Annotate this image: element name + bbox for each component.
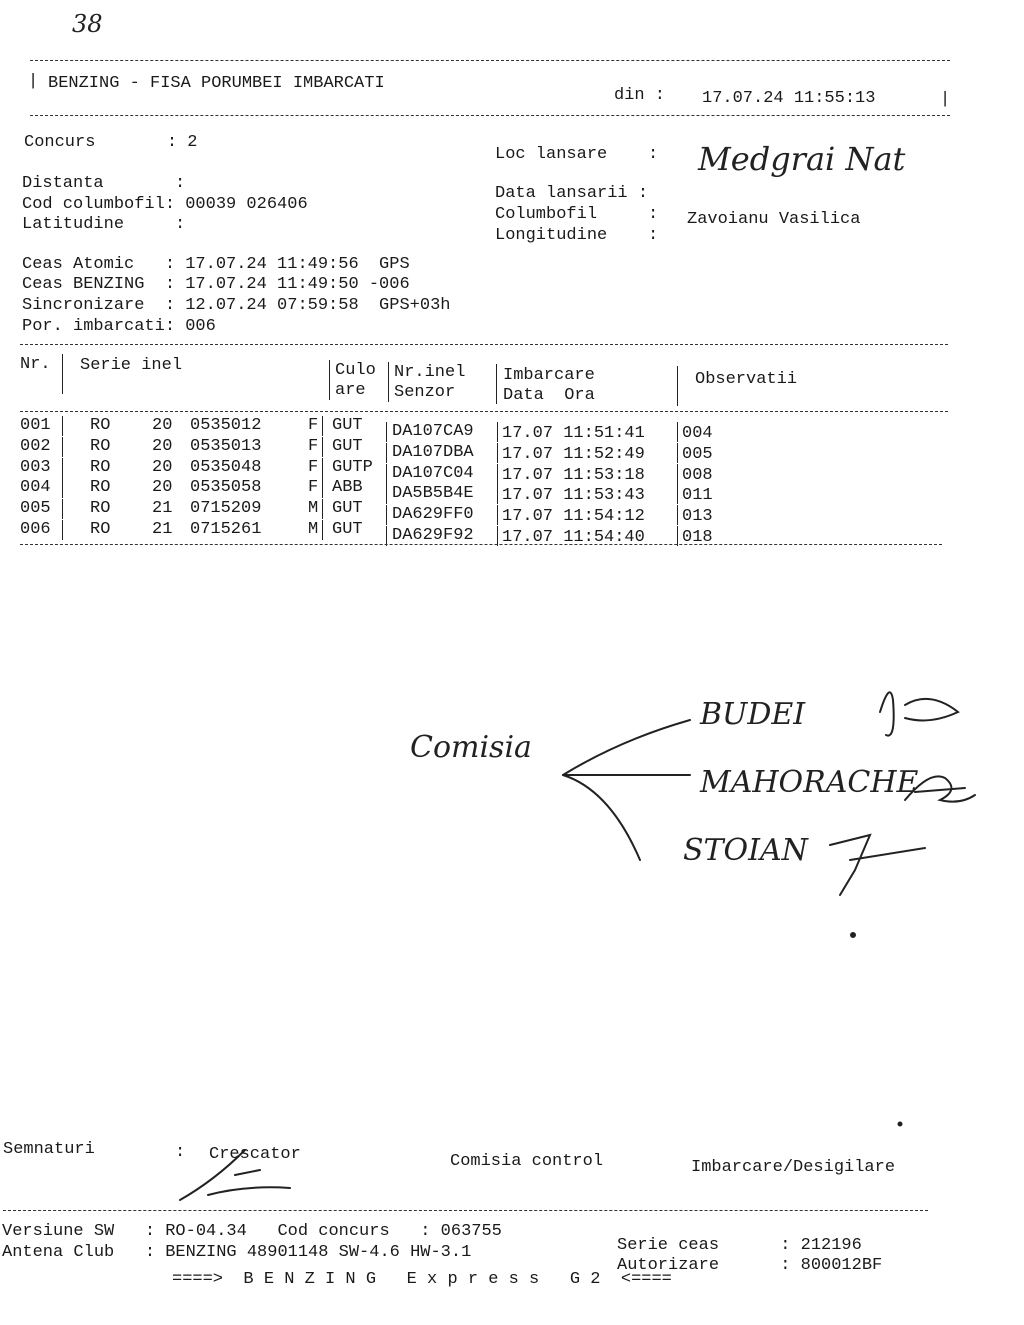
row-embark-datetime: 17.07 11:51:41 xyxy=(502,424,645,443)
row-sensor-id: DA107C04 xyxy=(392,463,474,483)
footer-rule xyxy=(3,1210,928,1211)
row-sex: F xyxy=(308,436,319,456)
ink-dot xyxy=(899,1123,902,1126)
row-embark-datetime: 17.07 11:53:18 xyxy=(502,465,645,485)
row-sex: M xyxy=(308,520,319,539)
row-observatii: 004 xyxy=(682,424,713,443)
row-color: GUT xyxy=(332,520,363,539)
col-culoare-header-1: Culo xyxy=(335,361,376,380)
row-color: GUT xyxy=(332,416,363,435)
serie-ceas-line: Serie ceas : 212196 xyxy=(617,1236,862,1255)
data-lansarii-label: Data lansarii : xyxy=(495,184,649,203)
antena-club-line: Antena Club : BENZING 48901148 SW-4.6 HW-3.1 xyxy=(2,1243,472,1262)
row-ring-number: 0535048 xyxy=(190,457,262,477)
row-embark-datetime: 17.07 11:54:12 xyxy=(502,507,645,527)
autorizare-line: Autorizare : 800012BF xyxy=(617,1256,883,1275)
row-country: RO xyxy=(90,436,111,456)
col-nrinel-header-1: Nr.inel xyxy=(394,363,466,382)
row-sensor-id: DA107DBA xyxy=(392,442,474,462)
benzing-express-banner: ====> B E N Z I N G E x p r e s s G 2 <==== xyxy=(172,1270,672,1289)
row-color: ABB xyxy=(332,478,363,498)
page-title: BENZING - FISA PORUMBEI IMBARCATI xyxy=(48,74,385,93)
columbofil-label: Columbofil : xyxy=(495,205,659,224)
bracket-line-bottom xyxy=(563,775,640,860)
row-year: 21 xyxy=(152,520,173,539)
row-nr: 001 xyxy=(20,416,51,435)
row-year: 20 xyxy=(152,478,173,498)
signature-3 xyxy=(830,835,925,895)
latitudine-field: Latitudine : xyxy=(22,215,186,234)
semnaturi-label: Semnaturi xyxy=(3,1140,95,1159)
por-imbarcati-line: Por. imbarcati: 006 xyxy=(22,317,216,336)
semnaturi-colon: : xyxy=(175,1143,186,1162)
row-observatii: 018 xyxy=(682,528,713,547)
report-date-value: 17.07.24 11:55:13 xyxy=(702,89,876,108)
row-color: GUTP xyxy=(332,457,373,477)
row-observatii: 005 xyxy=(682,444,713,464)
row-color: GUT xyxy=(332,436,363,456)
row-embark-datetime: 17.07 11:54:40 xyxy=(502,528,645,547)
loc-lansare-handwritten: Medgrai Nat xyxy=(698,140,906,178)
col-culoare-header-2: are xyxy=(335,381,366,400)
concurs-field: Concurs : 2 xyxy=(24,133,198,152)
row-sex: F xyxy=(308,416,319,435)
row-country: RO xyxy=(90,520,111,539)
row-observatii: 011 xyxy=(682,486,713,506)
imbarcare-desigilare-label: Imbarcare/Desigilare xyxy=(691,1158,896,1177)
row-ring-number: 0535058 xyxy=(190,478,262,498)
commission-name-1: BUDEI xyxy=(700,697,806,732)
col-observatii-header: Observatii xyxy=(695,370,798,389)
row-color: GUT xyxy=(332,499,363,519)
page-number: 38 xyxy=(72,10,103,38)
row-nr: 005 xyxy=(20,499,51,519)
distanta-field: Distanta : xyxy=(22,174,186,193)
sincronizare-line: Sincronizare : 12.07.24 07:59:58 GPS+03h xyxy=(22,296,451,315)
col-serie-header: Serie inel xyxy=(80,356,183,375)
row-country: RO xyxy=(90,416,111,435)
row-year: 21 xyxy=(152,499,173,519)
ceas-atomic-line: Ceas Atomic : 17.07.24 11:49:56 GPS xyxy=(22,255,410,274)
signature-1 xyxy=(880,692,958,735)
longitudine-label: Longitudine : xyxy=(495,226,659,245)
row-ring-number: 0715261 xyxy=(190,520,262,539)
row-sex: F xyxy=(308,457,319,477)
row-nr: 004 xyxy=(20,478,51,498)
row-country: RO xyxy=(90,499,111,519)
row-country: RO xyxy=(90,457,111,477)
versiune-sw-line: Versiune SW : RO-04.34 Cod concurs : 063755 xyxy=(2,1222,502,1241)
row-sex: M xyxy=(308,499,319,519)
row-sensor-id: DA629FF0 xyxy=(392,505,474,525)
row-ring-number: 0715209 xyxy=(190,499,262,519)
bracket-line-top xyxy=(563,720,690,775)
row-year: 20 xyxy=(152,457,173,477)
row-observatii: 008 xyxy=(682,465,713,485)
row-embark-datetime: 17.07 11:52:49 xyxy=(502,444,645,464)
row-ring-number: 0535012 xyxy=(190,416,262,435)
commission-name-2: MAHORACHE xyxy=(700,765,919,800)
row-country: RO xyxy=(90,478,111,498)
columbofil-value: Zavoianu Vasilica xyxy=(687,210,861,229)
col-nr-header: Nr. xyxy=(20,355,51,374)
report-date-label: din : xyxy=(614,86,666,105)
commission-name-3: STOIAN xyxy=(683,833,808,868)
col-nrinel-header-2: Senzor xyxy=(394,383,456,402)
comisia-handwritten: Comisia xyxy=(410,730,532,765)
row-ring-number: 0535013 xyxy=(190,436,262,456)
ink-dot xyxy=(851,933,855,937)
row-embark-datetime: 17.07 11:53:43 xyxy=(502,486,645,506)
col-imbarcare-header-1: Imbarcare xyxy=(503,366,595,385)
col-imbarcare-header-2: Data Ora xyxy=(503,386,595,405)
header-left-bar: | xyxy=(28,72,39,91)
row-sex: F xyxy=(308,478,319,498)
header-right-bar: | xyxy=(940,90,951,109)
loc-lansare-label: Loc lansare : xyxy=(495,145,659,164)
row-nr: 002 xyxy=(20,436,51,456)
row-sensor-id: DA5B5B4E xyxy=(392,484,474,504)
crescator-label: Crescator xyxy=(209,1145,301,1164)
row-year: 20 xyxy=(152,436,173,456)
comisia-control-label: Comisia control xyxy=(450,1152,604,1171)
row-nr: 006 xyxy=(20,520,51,539)
row-sensor-id: DA107CA9 xyxy=(392,422,474,441)
row-year: 20 xyxy=(152,416,173,435)
row-sensor-id: DA629F92 xyxy=(392,526,474,545)
ceas-benzing-line: Ceas BENZING : 17.07.24 11:49:50 -006 xyxy=(22,275,410,294)
row-nr: 003 xyxy=(20,457,51,477)
signature-2 xyxy=(905,776,975,801)
cod-columbofil-field: Cod columbofil: 00039 026406 xyxy=(22,195,308,214)
row-observatii: 013 xyxy=(682,507,713,527)
